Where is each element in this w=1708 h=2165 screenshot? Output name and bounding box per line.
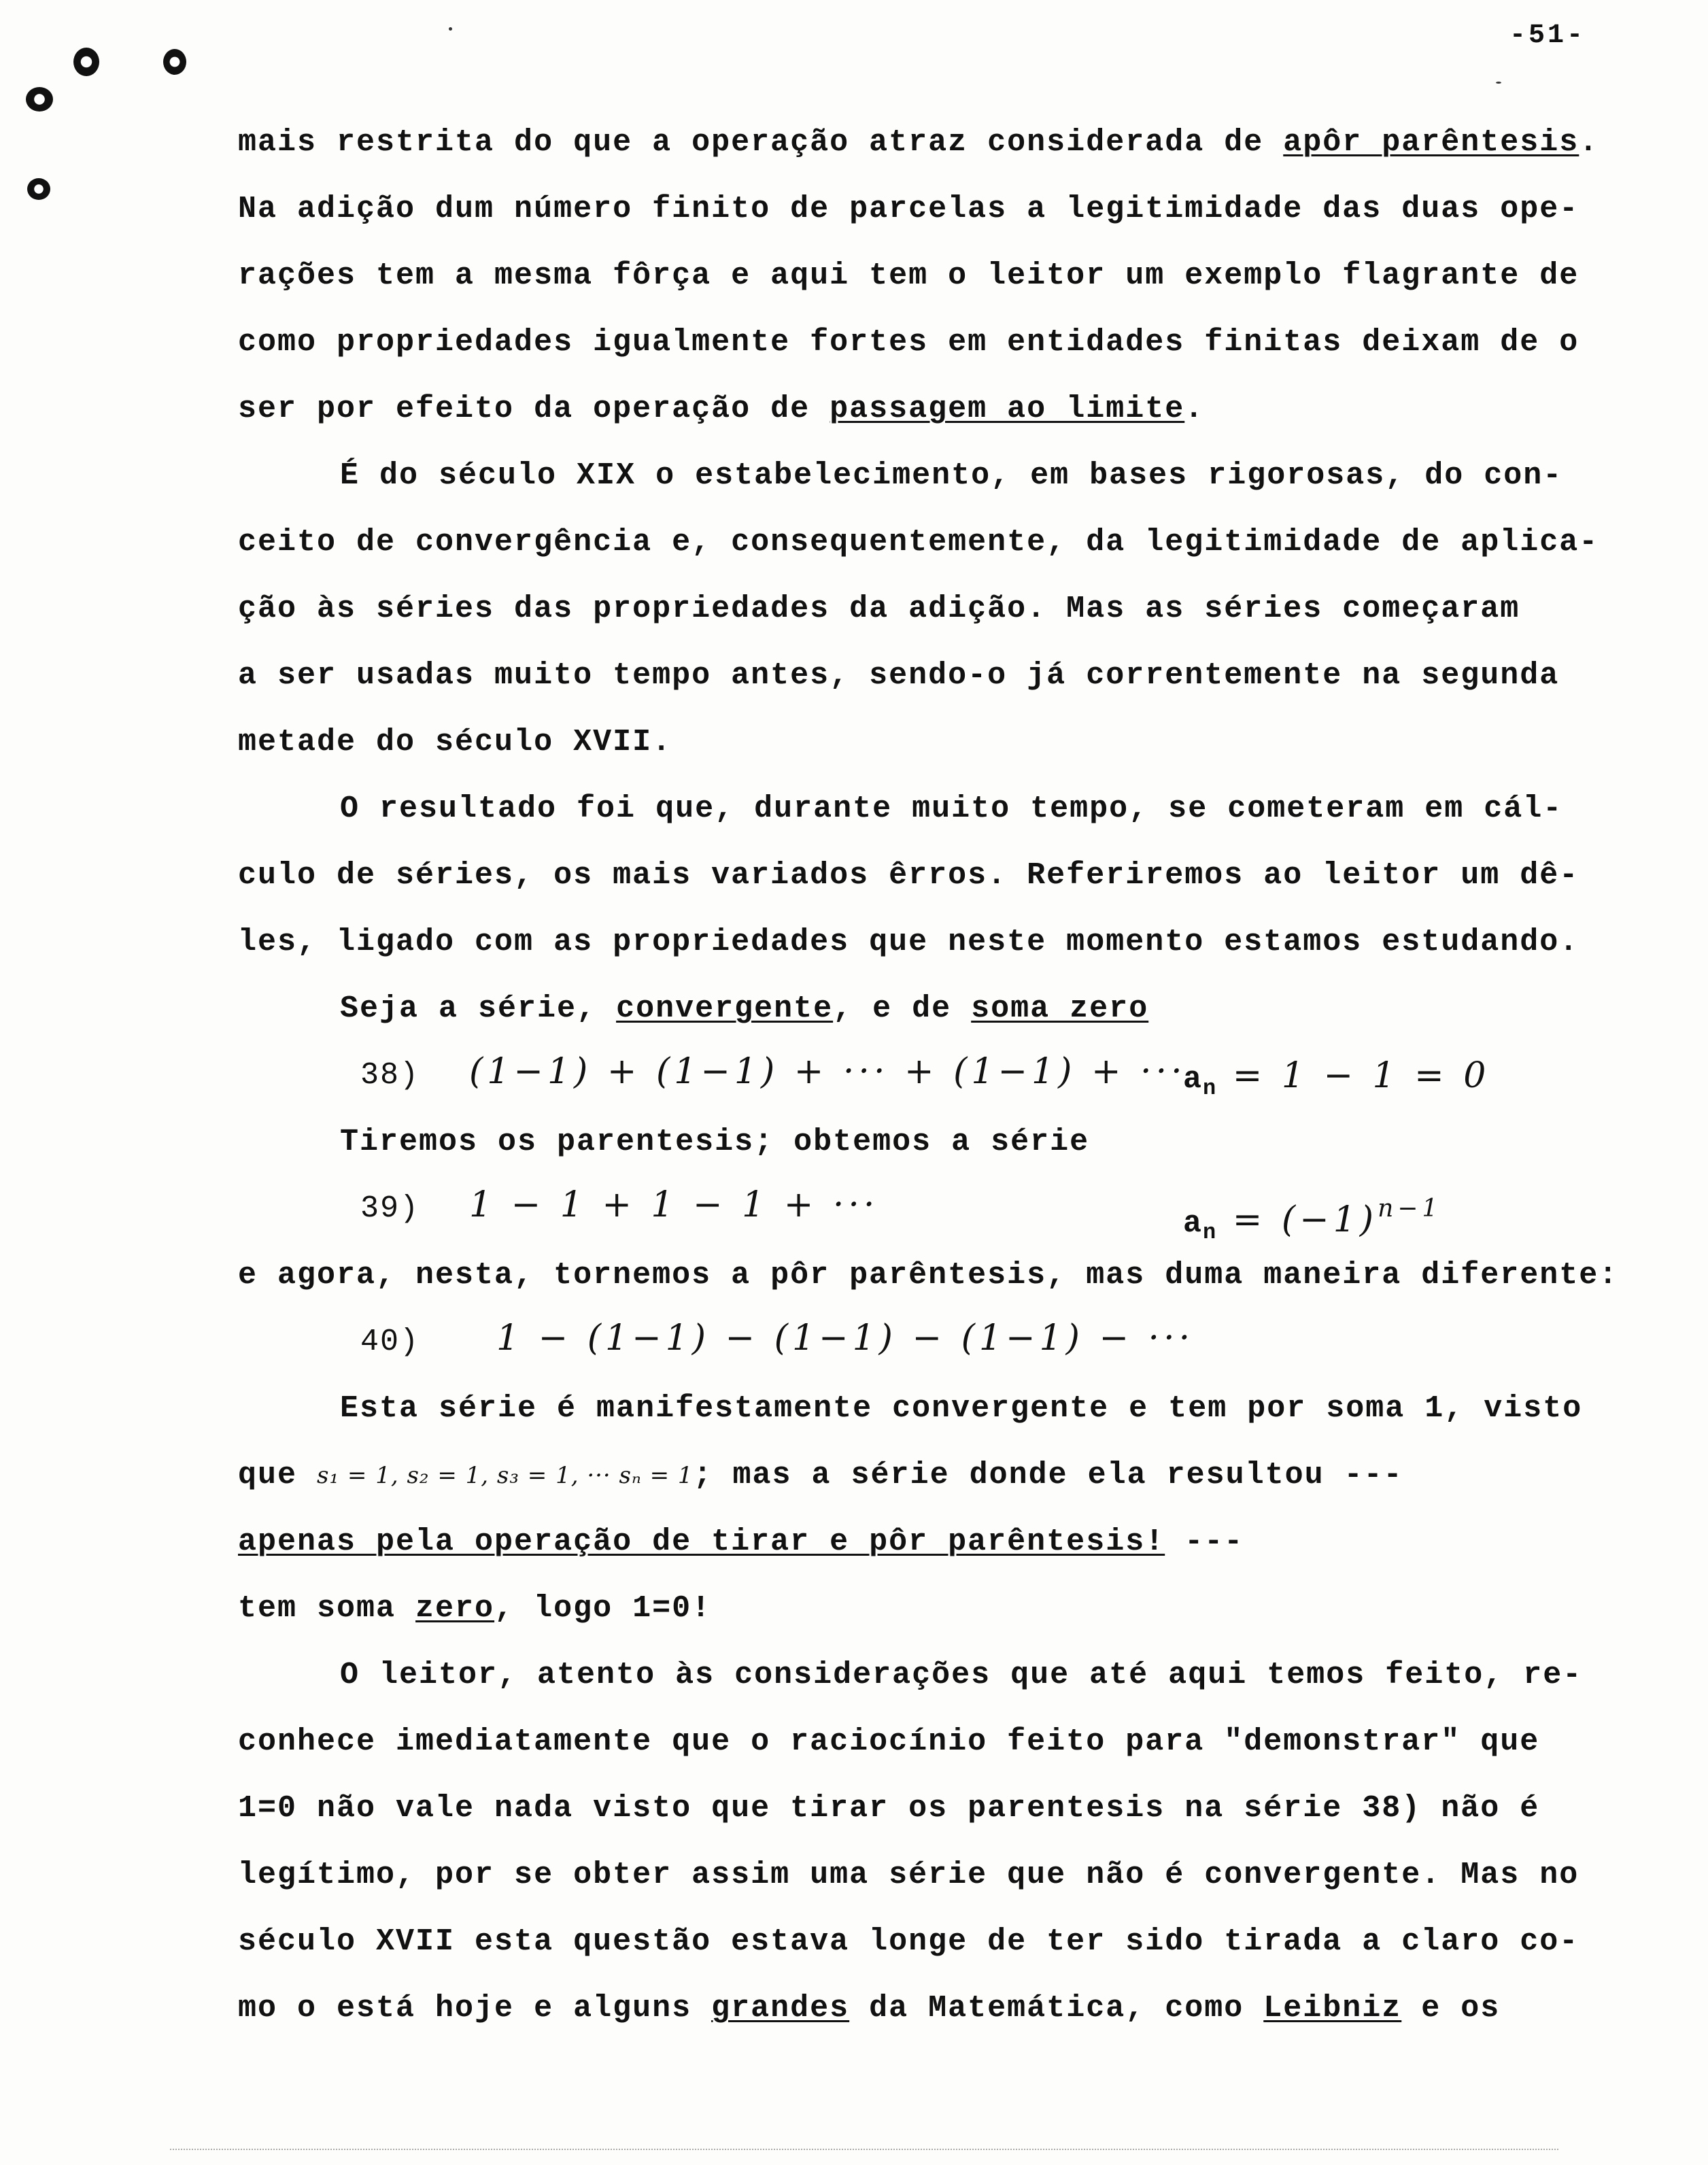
text-line: ção às séries das propriedades da adição. Mas as séries começaram [238,592,1520,626]
text-line: mo o está hoje e alguns grandes da Matemática, como Leibniz e os [238,1991,1501,2026]
equation-number: 38) [360,1058,420,1093]
paragraph-start: Seja a série, convergente, e de soma zero [340,991,1149,1026]
bottom-edge-line [170,2149,1558,2150]
binder-hole-3 [26,87,53,112]
underlined-term: grandes [711,1991,850,2026]
text-line: ceito de convergência e, consequentemente, da legitimidade de aplica- [238,525,1599,560]
text-line: ser por efeito da operação de passagem ao limite. [238,392,1205,426]
binder-hole-1 [73,48,99,76]
equation-number: 39) [360,1191,420,1226]
underlined-term: soma zero [971,991,1149,1026]
text-line: a ser usadas muito tempo antes, sendo-o já correntemente na segunda [238,658,1560,693]
equation-39-expression: 1 − 1 + 1 − 1 + ··· [469,1184,879,1225]
equation-40-expression: 1 − (1−1) − (1−1) − (1−1) − ··· [496,1318,1195,1359]
text-line: conhece imediatamente que o raciocínio feito para "demonstrar" que [238,1724,1540,1759]
equation-38-expression: (1−1) + (1−1) + ··· + (1−1) + ··· [469,1051,1186,1092]
text-line: culo de séries, os mais variados êrros. Referiremos ao leitor um dê- [238,858,1579,893]
equation-40 [360,1322,420,1363]
page-number: -51- [1509,20,1586,51]
binder-hole-2 [163,49,186,75]
ink-speck [449,27,452,31]
text-line: como propriedades igualmente fortes em entidades finitas deixam de o [238,325,1579,360]
text-line: les, ligado com as propriedades que neste momento estamos estudando. [238,925,1579,959]
text-line: 1=0 não vale nada visto que tirar os parentesis na série 38) não é [238,1791,1540,1826]
paragraph-start: É do século XIX o estabelecimento, em bases rigorosas, do con- [340,458,1563,493]
binder-hole-4 [27,178,50,200]
paragraph-start: Tiremos os parentesis; obtemos a série [340,1125,1090,1159]
paragraph-start: O resultado foi que, durante muito tempo, se cometeram em cál- [340,791,1563,826]
underlined-term: convergente [616,991,834,1026]
ink-speck [1496,82,1501,84]
equation-number: 40) [360,1325,420,1359]
underlined-term: apôr parêntesis [1283,125,1579,160]
text-line: apenas pela operação de tirar e pôr parêntesis! --- [238,1524,1244,1559]
text-line: rações tem a mesma fôrça e aqui tem o leitor um exemplo flagrante de [238,258,1579,293]
equation-39-general-term: $a_n = (-1)^{n-1}$ [1183,1195,1442,1245]
text-line: que s₁ = 1, s₂ = 1, s₃ = 1, ··· sₙ = 1; mas a série donde ela resultou --- [238,1458,1403,1493]
text-line: Na adição dum número finito de parcelas a legitimidade das duas ope- [238,192,1579,226]
text-line: legítimo, por se obter assim uma série que não é convergente. Mas no [238,1858,1579,1892]
underlined-term: zero [415,1591,495,1626]
underlined-term: passagem ao limite [830,392,1185,426]
underlined-term: apenas pela operação de tirar e pôr parêntesis! [238,1524,1165,1559]
text-line: e agora, nesta, tornemos a pôr parêntesis, mas duma maneira diferente: [238,1258,1619,1293]
underlined-term: Leibniz [1263,1991,1402,2026]
text-line: mais restrita do que a operação atraz considerada de apôr parêntesis. [238,125,1599,160]
text-line: metade do século XVII. [238,725,672,760]
equation-38 [360,1055,420,1096]
text-line: tem soma zero, logo 1=0! [238,1591,712,1626]
equation-39 [360,1189,420,1229]
paragraph-start: Esta série é manifestamente convergente e tem por soma 1, visto [340,1391,1583,1426]
paragraph-start: O leitor, atento às considerações que até aqui temos feito, re- [340,1658,1583,1692]
equation-38-general-term: $a_n = 1 - 1 = 0$ [1183,1055,1490,1101]
handwritten-partial-sums: s₁ = 1, s₂ = 1, s₃ = 1, ··· sₙ = 1 [317,1462,694,1489]
text-line: século XVII esta questão estava longe de ter sido tirada a claro co- [238,1924,1579,1959]
